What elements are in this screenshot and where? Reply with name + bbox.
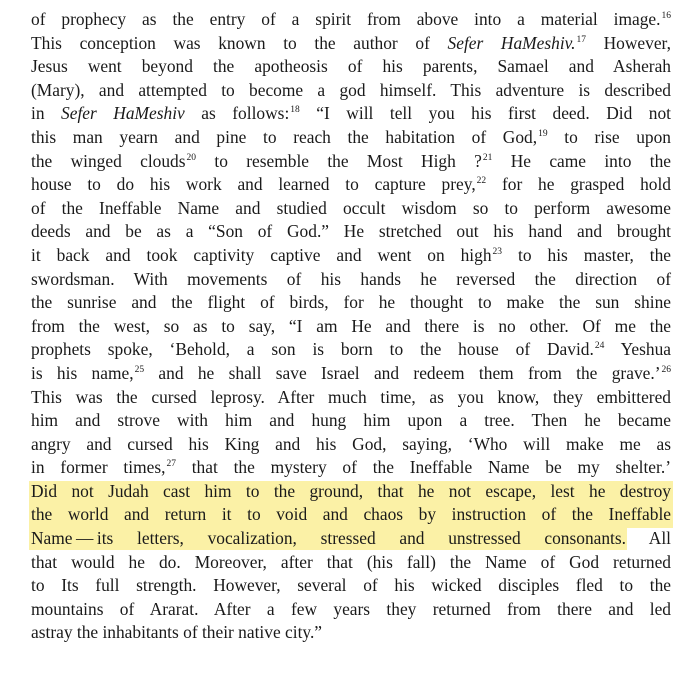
text-line-10 xyxy=(31,220,671,244)
text-line-19 xyxy=(31,433,671,457)
line-text: to Its full strength. However, several of his wicked disciples fled to the xyxy=(31,575,671,596)
line-text: and he shall save Israel and redeem them from the grave.’ xyxy=(144,362,661,383)
text-line-25 xyxy=(31,574,671,598)
text-line-14 xyxy=(31,315,671,339)
text-line-7 xyxy=(31,150,671,174)
text-line-8 xyxy=(31,173,671,197)
footnote-marker: 25 xyxy=(134,364,145,375)
line-text: deeds and be as a “Son of God.” He stretched out his hand and brought xyxy=(31,221,671,242)
line-text: the sunrise and the flight of birds, for he thought to make the sun shine xyxy=(31,292,671,313)
line-text: for he grasped hold xyxy=(486,174,671,195)
line-text: this man yearn and pine to reach the habitation of God, xyxy=(31,126,538,147)
footnote-marker: 27 xyxy=(166,459,176,470)
line-text: He came into the xyxy=(492,150,671,171)
text-line-15 xyxy=(31,338,671,362)
line-text: This conception was known to the author of xyxy=(31,32,448,53)
line-text: of the Ineffable Name and studied occult wisdom so to perform awesome xyxy=(31,197,671,218)
line-text: Yeshua xyxy=(604,339,671,360)
line-text: astray the inhabitants of their native city.” xyxy=(31,622,323,643)
highlighted-line-1 xyxy=(31,480,671,504)
line-text: house to do his work and learned to capture prey, xyxy=(31,174,476,195)
line-text: the winged clouds xyxy=(31,150,186,171)
line-text: of prophecy as the entry of a spirit from above into a material image. xyxy=(31,9,661,29)
line-text: prophets spoke, ‘Behold, a son is born to the house of David. xyxy=(31,339,594,360)
text-line-16 xyxy=(31,362,671,386)
line-text: in xyxy=(31,103,62,124)
line-text: that the mystery of the Ineffable Name be my shelter.’ xyxy=(175,457,671,478)
highlighted-line-2 xyxy=(31,503,671,527)
line-text: “I will tell you his first deed. Did not xyxy=(299,103,672,124)
line-text: to rise upon xyxy=(547,126,671,147)
line-text: to resemble the Most High ? xyxy=(196,150,482,171)
text-line-13 xyxy=(31,291,671,315)
text-line-9 xyxy=(31,197,671,221)
text-line-17 xyxy=(31,386,671,410)
footnote-marker: 26 xyxy=(661,364,671,375)
footnote-marker: 16 xyxy=(661,11,671,21)
book-title: Sefer HaMeshiv xyxy=(61,103,185,124)
highlighted-text: Name — its letters, vocalization, stressed and unstressed consonants. xyxy=(31,528,627,549)
line-text: from the west, so as to say, “I am He and there is no other. Of me the xyxy=(31,315,671,336)
line-text: him and strove with him and hung him upon a tree. Then he became xyxy=(31,410,671,431)
text-line-6 xyxy=(31,126,671,150)
text-line-1 xyxy=(31,8,671,32)
footnote-marker: 18 xyxy=(290,105,300,116)
text-line-11 xyxy=(31,244,671,268)
line-text: that would he do. Moreover, after that (his fall) the Name of God returned xyxy=(31,551,671,572)
footnote-marker: 22 xyxy=(476,176,487,187)
line-text: it back and took captivity captive and went on high xyxy=(31,244,492,265)
text-line-2 xyxy=(31,32,671,56)
book-title: Sefer HaMeshiv. xyxy=(447,32,576,53)
footnote-marker: 21 xyxy=(482,152,493,163)
line-text: However, xyxy=(585,32,671,53)
footnote-marker: 24 xyxy=(594,341,605,352)
line-text: swordsman. With movements of his hands he reversed the direction of xyxy=(31,268,671,289)
line-text: angry and cursed his King and his God, saying, ‘Who will make me as xyxy=(31,433,671,454)
line-text: in former times, xyxy=(31,457,166,478)
text-line-4 xyxy=(31,79,671,103)
text-line-26 xyxy=(31,598,671,622)
text-line-27 xyxy=(31,621,671,645)
line-text: is his name, xyxy=(31,362,134,383)
text-line-24 xyxy=(31,551,671,575)
highlighted-text: Did not Judah cast him to the ground, that he not escape, lest he destroy xyxy=(31,480,671,501)
line-text: (Mary), and attempted to become a god himself. This adventure is described xyxy=(31,79,671,100)
text-line-20 xyxy=(31,456,671,480)
text-line-12 xyxy=(31,268,671,292)
line-text: Jesus went beyond the apotheosis of his parents, Samael and Asherah xyxy=(31,56,671,77)
document-page xyxy=(31,8,671,645)
footnote-marker: 19 xyxy=(538,128,548,139)
line-text: This was the cursed leprosy. After much time, as you know, they embittered xyxy=(31,386,671,407)
text-line-3 xyxy=(31,55,671,79)
footnote-marker: 20 xyxy=(186,152,197,163)
line-text: mountains of Ararat. After a few years they returned from there and led xyxy=(31,598,671,619)
text-line-18 xyxy=(31,409,671,433)
line-text: to his master, the xyxy=(502,244,672,265)
line-text: All xyxy=(626,528,671,549)
footnote-marker: 23 xyxy=(492,246,503,257)
highlighted-text: the world and return it to void and chaos by instruction of the Ineffable xyxy=(31,504,671,525)
footnote-marker: 17 xyxy=(576,34,586,45)
line-text: as follows: xyxy=(184,103,290,124)
text-line-5 xyxy=(31,102,671,126)
highlighted-line-3 xyxy=(31,527,671,551)
